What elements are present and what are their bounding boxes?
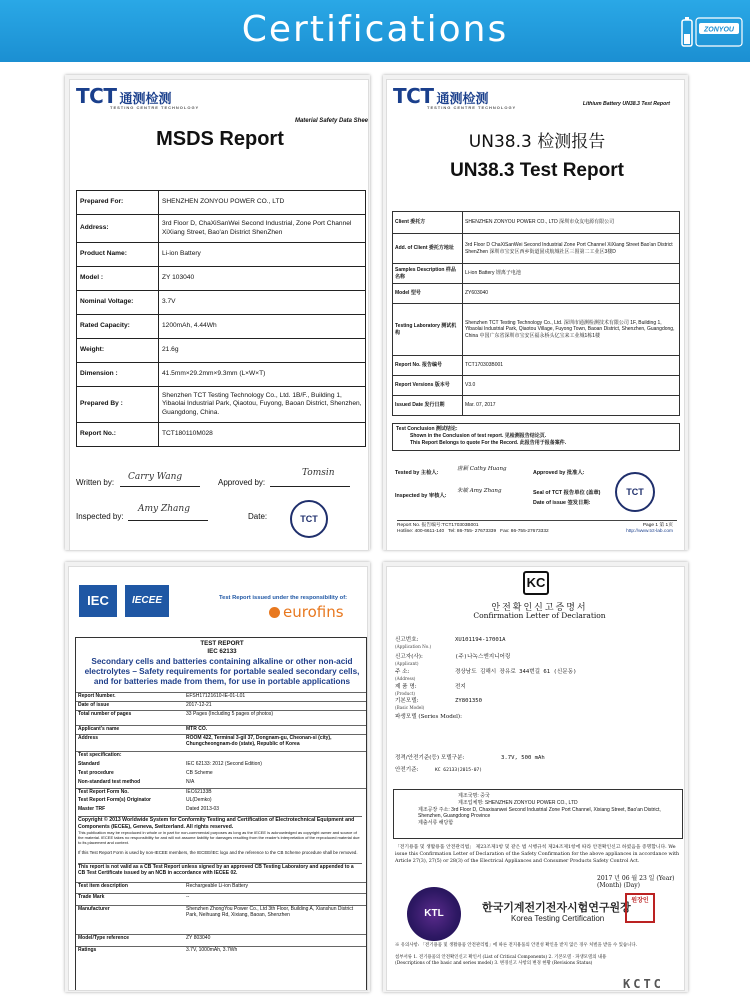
ktl-logo: KTL xyxy=(407,887,461,941)
standard-label: IEC 62133 xyxy=(207,648,237,655)
iec-title: Secondary cells and batteries containing alkaline or other non-acid electrolytes – Safety requirements for portable sealed secondary cells, and for batteries made from them, for use in portable applications xyxy=(84,657,360,686)
table-row: Address ROOM 422, Terminal 3-gil 37, Dongnam-gu, Cheonan-si (city), Chungcheongnam-do (state), Republic of Korea xyxy=(76,734,366,751)
table-row: Address: 3rd Floor D, ChaXiSanWei Second Industrial, Zone Port Channel XiXiang Street, Bao'an District ShenZhen xyxy=(77,215,366,243)
note-text: If this Test Report Form is used by non-IECEE members, the IECEE/IEC logo and the reference to the CB Scheme procedure shall be removed. xyxy=(78,850,358,855)
banner-title: Certifications xyxy=(241,9,509,50)
un-title-cn: UN38.3 检测报告 xyxy=(468,132,606,152)
table-row: Weight: 21.6g xyxy=(77,339,366,363)
written-by: Written by: xyxy=(76,478,115,487)
date-label: Date: xyxy=(248,512,268,521)
kc-row: 기본모델: (Basic Model) ZY801350 xyxy=(395,698,482,710)
table-row: Report No.: TCT180110M028 xyxy=(77,423,366,447)
table-row: Samples Description 样品名称 Li-ion Battery 锂离子电池 xyxy=(393,264,680,284)
tct-stamp: TCT xyxy=(615,472,655,512)
table-row: Testing Laboratory 测试机构 Shenzhen TCT Testing Technology Co., Ltd. 深圳市通测检测技术有限公司 1F, Building 1, Yibaolai Industrial Park, Qiaotou Village, Fuyong Town, Baoan District, Shenzhen, Guangdong, China 中国广东省深圳市宝安区福永桥头亿宝来工业城1栋1楼 xyxy=(393,304,680,356)
table-row: Model : ZY 103040 xyxy=(77,267,366,291)
iec-document xyxy=(68,566,368,991)
test-conclusion: Test Conclusion 测试结论: Shown in the Conclusion of test report. 见检测报告结论页. This Report Belongs to quote For the Record. 此报告用于报备案件. xyxy=(392,423,680,451)
kc-title-ko: 안전확인신고증명서 xyxy=(491,602,588,612)
divider xyxy=(120,486,200,487)
kc-manufacturer-box: 제조국명: 중국 제조업체명: SHENZHEN ZONYOU POWER CO., LTD 제조공장 주소: 3rd Floor D, Chaxisanwei Second Industrial Zone Port Channel, Xixiang Street, Bao'an District, Shenzhen, Guangdong Province 제출서류 해당함 xyxy=(393,789,683,839)
iec-logo: IEC xyxy=(79,585,117,617)
table-row: Dimension : 41.5mm×29.2mm×9.3mm (L×W×T) xyxy=(77,363,366,387)
approved-by-signature: Tomsin xyxy=(302,468,335,478)
table-row: Non-standard test method N/A xyxy=(78,779,195,785)
kc-rating: 정격/안전기준(등) 모델구분: 3.7V, 500 mAh xyxy=(395,755,545,761)
table-row: Test Report Form No. IEC62133B xyxy=(76,788,366,797)
inspected-by-signature: 朱敏 Amy Zhang xyxy=(457,488,502,494)
table-row: Manufacturer Shenzhen ZhongYou Power Co., Ltd 3th Floor, Building A, Xianshun District Park, Neihuang Rd, Xixiang, Baoan, Shenzhen xyxy=(76,905,366,934)
table-row: Test item description Rechargeable Li-ion Battery xyxy=(76,882,366,893)
inspected-by: Inspected by 审核人: xyxy=(395,493,447,499)
inspected-by: Inspected by: xyxy=(76,512,124,521)
banner xyxy=(0,0,750,62)
date-of-issue: Date of issue 签发日期: xyxy=(533,500,591,506)
divider xyxy=(128,520,208,521)
battery-icon xyxy=(680,14,744,50)
kc-certificate-panel[interactable] xyxy=(383,562,688,992)
tct-stamp: TCT xyxy=(290,500,328,538)
kc-row: 신고자(사): (Applicant) (주)나녹스엔지니어링 xyxy=(395,654,511,666)
table-row: Master TRF Dated 2013-03 xyxy=(78,806,220,812)
msds-report-panel[interactable] xyxy=(65,75,370,550)
table-row: Test specification: xyxy=(76,751,366,761)
msds-title: MSDS Report xyxy=(156,128,284,150)
un38-document xyxy=(386,79,685,550)
kc-org-ko: 한국기계전기전자시험연구원장 xyxy=(482,902,631,914)
tested-by-signature: 唐颖 Cathy Huang xyxy=(457,466,507,472)
kc-attachments: 첨부서류 1. 전기용품의 안전확인신고 확인서 (List of Critical Components) 2. 기본모델 · 파생모델의 내용 (Descriptions of the basic and series model) 3. 변경신고 사항의 변경 현황 (Revisions Status) xyxy=(395,955,607,967)
eurofins-icon xyxy=(269,607,280,618)
table-row: Report Versions 版本号 V3.0 xyxy=(393,376,680,396)
brand-badge: ZONYOU xyxy=(704,26,734,34)
table-row: Applicant's name MTR CO. xyxy=(76,725,366,734)
note-text: This report is not valid as a CB Test Report unless signed by an approved CB Testing Laboratory and appended to a CB Test Certificate issued by an NCB in accordance with IECEE 02. xyxy=(78,863,362,877)
note-text: This publication may be reproduced in whole or in part for non-commercial purposes as long as the IECEE is acknowledged as copyright owner and source of the material. IECEE takes no responsibility for and will not assume liability for damages resulting from the reader's interpretation of the reproduced material due to its placement and context. xyxy=(78,830,360,845)
msds-document xyxy=(69,79,369,550)
kc-org-en: Korea Testing Certification xyxy=(511,914,605,923)
msds-caption: Material Safety Data Shee xyxy=(294,118,368,124)
kc-row: 주 소: (Address) 경상남도 김해시 장유로 344번길 61 (신문동) xyxy=(395,669,577,681)
table-row: Client 委托方 SHENZHEN ZONYOU POWER CO., LTD 深圳市众友电源有限公司 xyxy=(393,212,680,234)
un38-report-panel[interactable] xyxy=(383,75,688,550)
kc-mark-icon: KC xyxy=(523,571,549,595)
kc-row: 파생모델 (Series Model): xyxy=(395,714,462,720)
msds-table xyxy=(76,190,366,447)
table-row: Model 型号 ZY603040 xyxy=(393,284,680,304)
seal-of-tct: Seal of TCT 报告单位 (盖章) xyxy=(533,490,601,496)
approved-by: Approved by: xyxy=(218,478,266,487)
table-row: Total number of pages 33 Pages (Including 5 pages of photos) xyxy=(76,710,366,722)
table-row: Trade Mark -- xyxy=(76,893,366,905)
inspected-by-signature: Amy Zhang xyxy=(138,504,190,514)
approved-by: Approved by 批准人: xyxy=(533,470,585,476)
written-by-signature: Carry Wang xyxy=(128,472,183,482)
responsibility-text: Test Report issued under the responsibility of: xyxy=(219,595,348,601)
kc-title-en: Confirmation Letter of Declaration xyxy=(473,611,606,620)
divider xyxy=(270,486,350,487)
tct-logo: TCT 通测检测 TESTING CENTRE TECHNOLOGY xyxy=(393,84,517,110)
copyright: Copyright © 2013 Worldwide System for Conformity Testing and Certification of Electrotechnical Equipment and Components (IECEE), Geneva, Switzerland. All rights reserved. xyxy=(78,816,362,830)
table-row: Report No. 报告编号 TCT170303B001 xyxy=(393,356,680,376)
table-row: Test Report Form(s) Originator UL(Demko) xyxy=(78,797,212,803)
kctc-mark: KCTC xyxy=(623,977,664,991)
table-row: Nominal Voltage: 3.7V xyxy=(77,291,366,315)
table-row: Rated Capacity: 1200mAh, 4.44Wh xyxy=(77,315,366,339)
un-footer: Report No. 报告编号:TCT170303B001 Page 1 第 1页 Hotline: 400-6611-140 Tel: 86-755- 27673339 Fax: 86-755-27673332 http://www.tct-lab.com xyxy=(397,520,677,536)
kc-seal: 원장인 xyxy=(625,893,655,923)
un-title-en: UN38.3 Test Report xyxy=(450,160,624,181)
tct-logo: TCT 通测检测 TESTING CENTRE TECHNOLOGY xyxy=(76,84,200,110)
table-row: Prepared For: SHENZHEN ZONYOU POWER CO., LTD xyxy=(77,191,366,215)
kc-declaration-text: 「전기용품 및 생활용품 안전관리법」 제23조제1항 및 같은 법 시행규칙 제24조제1항에 따라 안전확인신고 하였음을 증명합니다. We issue this Confirmation Letter of Declaration of the Safety Confirmation for the above appliances in accordance with Article 27(3), 27(5) or 28(3) of the Electrical Appliances and Consumer Products Safety Control Act. xyxy=(395,845,680,864)
kc-row: 제 품 명: (Product) 전지 xyxy=(395,684,466,696)
kc-note: ※ 유의사항: 「전기용품 및 생활용품 안전관리법」에 따른 전지용품의 안전성 확인을 받지 않은 경우 처벌을 받을 수 있습니다. xyxy=(395,943,637,948)
iec-report-panel[interactable] xyxy=(65,562,370,992)
un-table xyxy=(392,211,680,416)
tested-by: Tested by 主检人: xyxy=(395,470,439,476)
table-row: Report Number. EFSH17121610-IE-01-L01 xyxy=(76,692,366,701)
table-row: Prepared By : Shenzhen TCT Testing Technology Co., Ltd. 1B/F., Building 1, Yibaolai Industrial Park, Qiaotou, Fuyong, Baoan District, Shenzhen, Guangdong, China. xyxy=(77,387,366,423)
table-row: Issued Date 发行日期 Mar. 07, 2017 xyxy=(393,396,680,416)
iecee-logo: IECEE xyxy=(125,585,169,617)
kc-document xyxy=(386,566,685,991)
test-report-label: TEST REPORT xyxy=(200,640,244,647)
table-row: Product Name: Li-ion Battery xyxy=(77,243,366,267)
table-row: Date of issue 2017-12-21 xyxy=(76,701,366,710)
table-row: Test procedure CB Scheme xyxy=(78,770,213,776)
eurofins-logo: eurofins xyxy=(283,603,344,621)
un-caption: Lithium Battery UN38.3 Test Report xyxy=(582,101,670,107)
kc-date: 2017 년 06 월 23 일 (Year) (Month) (Day) xyxy=(597,875,675,889)
table-row: Model/Type reference ZY 803040 xyxy=(76,934,366,946)
kc-standard: 안전기준: KC 62133(2015-07) xyxy=(395,767,483,773)
table-row: Add. of Client 委托方地址 3rd Floor D ChaXiSanWei Second Industrial Zone Port Channel XiXiang Street Bao'an District ShenZhen 深圳市宝安区西乡街道固戍航城社区三围第二工业区3楼D xyxy=(393,234,680,264)
table-row: Standard IEC 62133: 2012 (Second Edition) xyxy=(78,761,262,767)
iec-report-body xyxy=(75,637,367,991)
kc-row: 신고번호: (Application No.) XU101194-17001A xyxy=(395,637,506,649)
table-row: Ratings 3.7V, 1000mAh, 3.7Wh xyxy=(76,946,366,958)
